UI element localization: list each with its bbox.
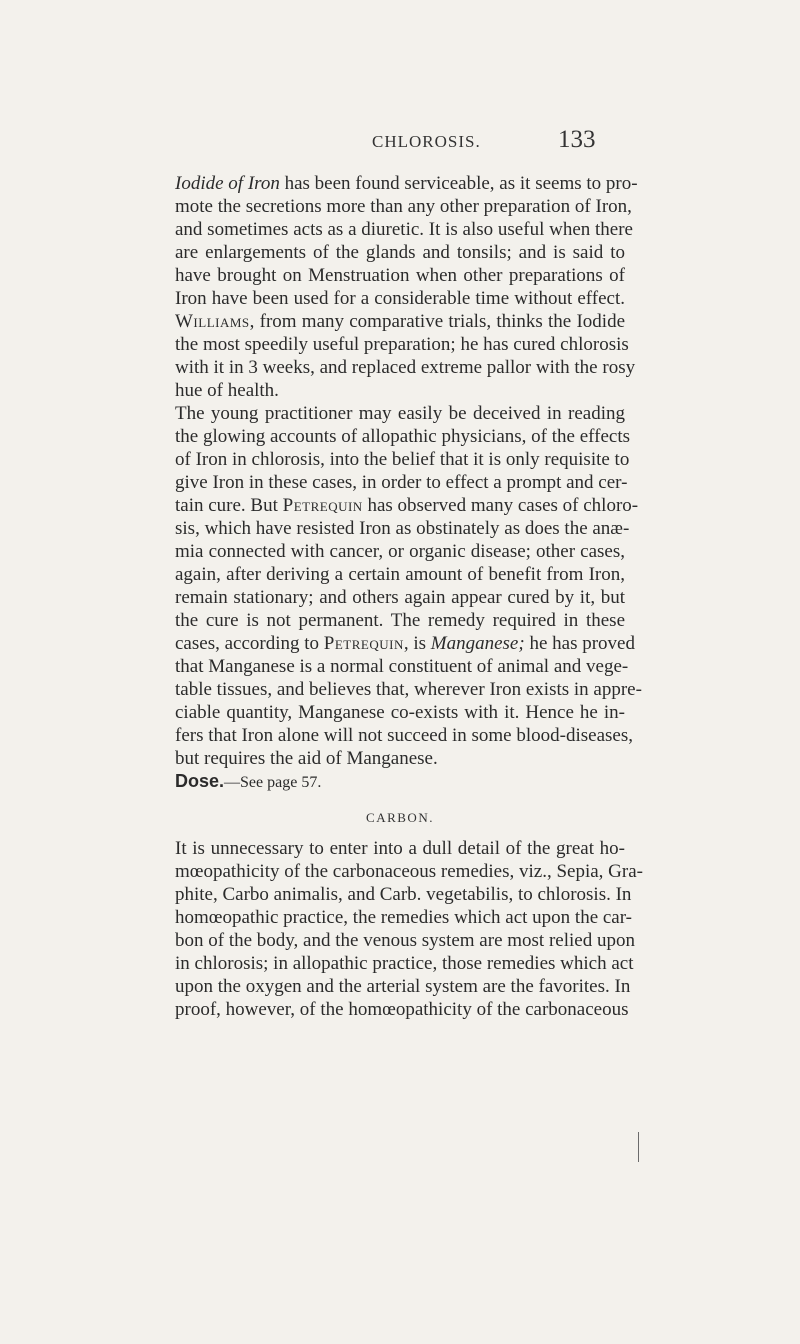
text-line: mia connected with cancer, or organic disease; other cases, xyxy=(175,541,625,562)
print-mark xyxy=(638,1132,639,1162)
text-line: It is unnecessary to enter into a dull detail of the great ho- xyxy=(175,838,625,859)
text-line: and sometimes acts as a diuretic. It is also useful when there xyxy=(175,219,633,240)
text-line: mœopathicity of the carbonaceous remedies, viz., Sepia, Gra- xyxy=(175,861,643,882)
text-line: The young practitioner may easily be deceived in reading xyxy=(175,403,625,424)
running-title: CHLOROSIS. xyxy=(372,132,481,151)
text-line: cases, according to Petrequin, is Manganese; he has proved xyxy=(175,633,635,654)
text-line: are enlargements of the glands and tonsils; and is said to xyxy=(175,242,625,263)
text-line: remain stationary; and others again appear cured by it, but xyxy=(175,587,625,608)
page-number: 133 xyxy=(558,126,596,153)
text-line: the cure is not permanent. The remedy required in these xyxy=(175,610,625,631)
text-line: give Iron in these cases, in order to effect a prompt and cer- xyxy=(175,472,628,493)
text-line: homœopathic practice, the remedies which act upon the car- xyxy=(175,907,633,928)
paragraph-young-practitioner xyxy=(175,402,642,770)
text-line: ciable quantity, Manganese co-exists with it. Hence he in- xyxy=(175,702,625,723)
text-line: fers that Iron alone will not succeed in some blood-diseases, xyxy=(175,725,633,746)
text-line: bon of the body, and the venous system are most relied upon xyxy=(175,930,635,951)
dose-text: —See page 57. xyxy=(224,774,322,791)
paragraph-iodide-of-iron xyxy=(175,172,638,402)
author-name: Petrequin xyxy=(323,633,404,654)
text-line: with it in 3 weeks, and replaced extreme pallor with the rosy xyxy=(175,357,636,378)
text-line: the most speedily useful preparation; he has cured chlorosis xyxy=(175,334,629,355)
text-line: that Manganese is a normal constituent of animal and vege- xyxy=(175,656,629,677)
text-line: sis, which have resisted Iron as obstinately as does the anæ- xyxy=(175,518,630,539)
text-line: but requires the aid of Manganese. xyxy=(175,748,438,769)
author-name: Williams xyxy=(175,311,250,332)
text-line: table tissues, and believes that, wherever Iron exists in appre- xyxy=(175,679,642,700)
text-line: phite, Carbo animalis, and Carb. vegetabilis, to chlorosis. In xyxy=(175,884,632,905)
text-line: have brought on Menstruation when other preparations of xyxy=(175,265,625,286)
dose-label: Dose. xyxy=(175,771,225,791)
italic-term: Iodide of Iron xyxy=(175,173,280,194)
text-line: again, after deriving a certain amount of benefit from Iron, xyxy=(175,564,625,585)
text-line: in chlorosis; in allopathic practice, those remedies which act xyxy=(175,953,634,974)
section-heading: CARBON. xyxy=(366,810,434,825)
text-line: tain cure. But Petrequin has observed many cases of chloro- xyxy=(175,495,639,516)
text-line: of Iron in chlorosis, into the belief that it is only requisite to xyxy=(175,449,630,470)
text-line: proof, however, of the homœopathicity of the carbonaceous xyxy=(175,999,629,1020)
text-line: mote the secretions more than any other preparation of Iron, xyxy=(175,196,632,217)
text-line: the glowing accounts of allopathic physicians, of the effects xyxy=(175,426,630,447)
paragraph-carbon xyxy=(175,837,643,1021)
text-line: upon the oxygen and the arterial system are the favorites. In xyxy=(175,976,631,997)
text-line: Iron have been used for a considerable time without effect. xyxy=(175,288,625,309)
italic-term: Manganese; xyxy=(430,633,525,654)
text-line: Iodide of Iron has been found serviceable, as it seems to pro- xyxy=(175,173,638,194)
text-line: Williams, from many comparative trials, thinks the Iodide xyxy=(175,311,625,332)
text-line: hue of health. xyxy=(175,380,279,401)
author-name: Petrequin xyxy=(282,495,363,516)
body-text xyxy=(175,172,643,1021)
running-head xyxy=(0,126,800,160)
dose-line xyxy=(175,770,625,793)
